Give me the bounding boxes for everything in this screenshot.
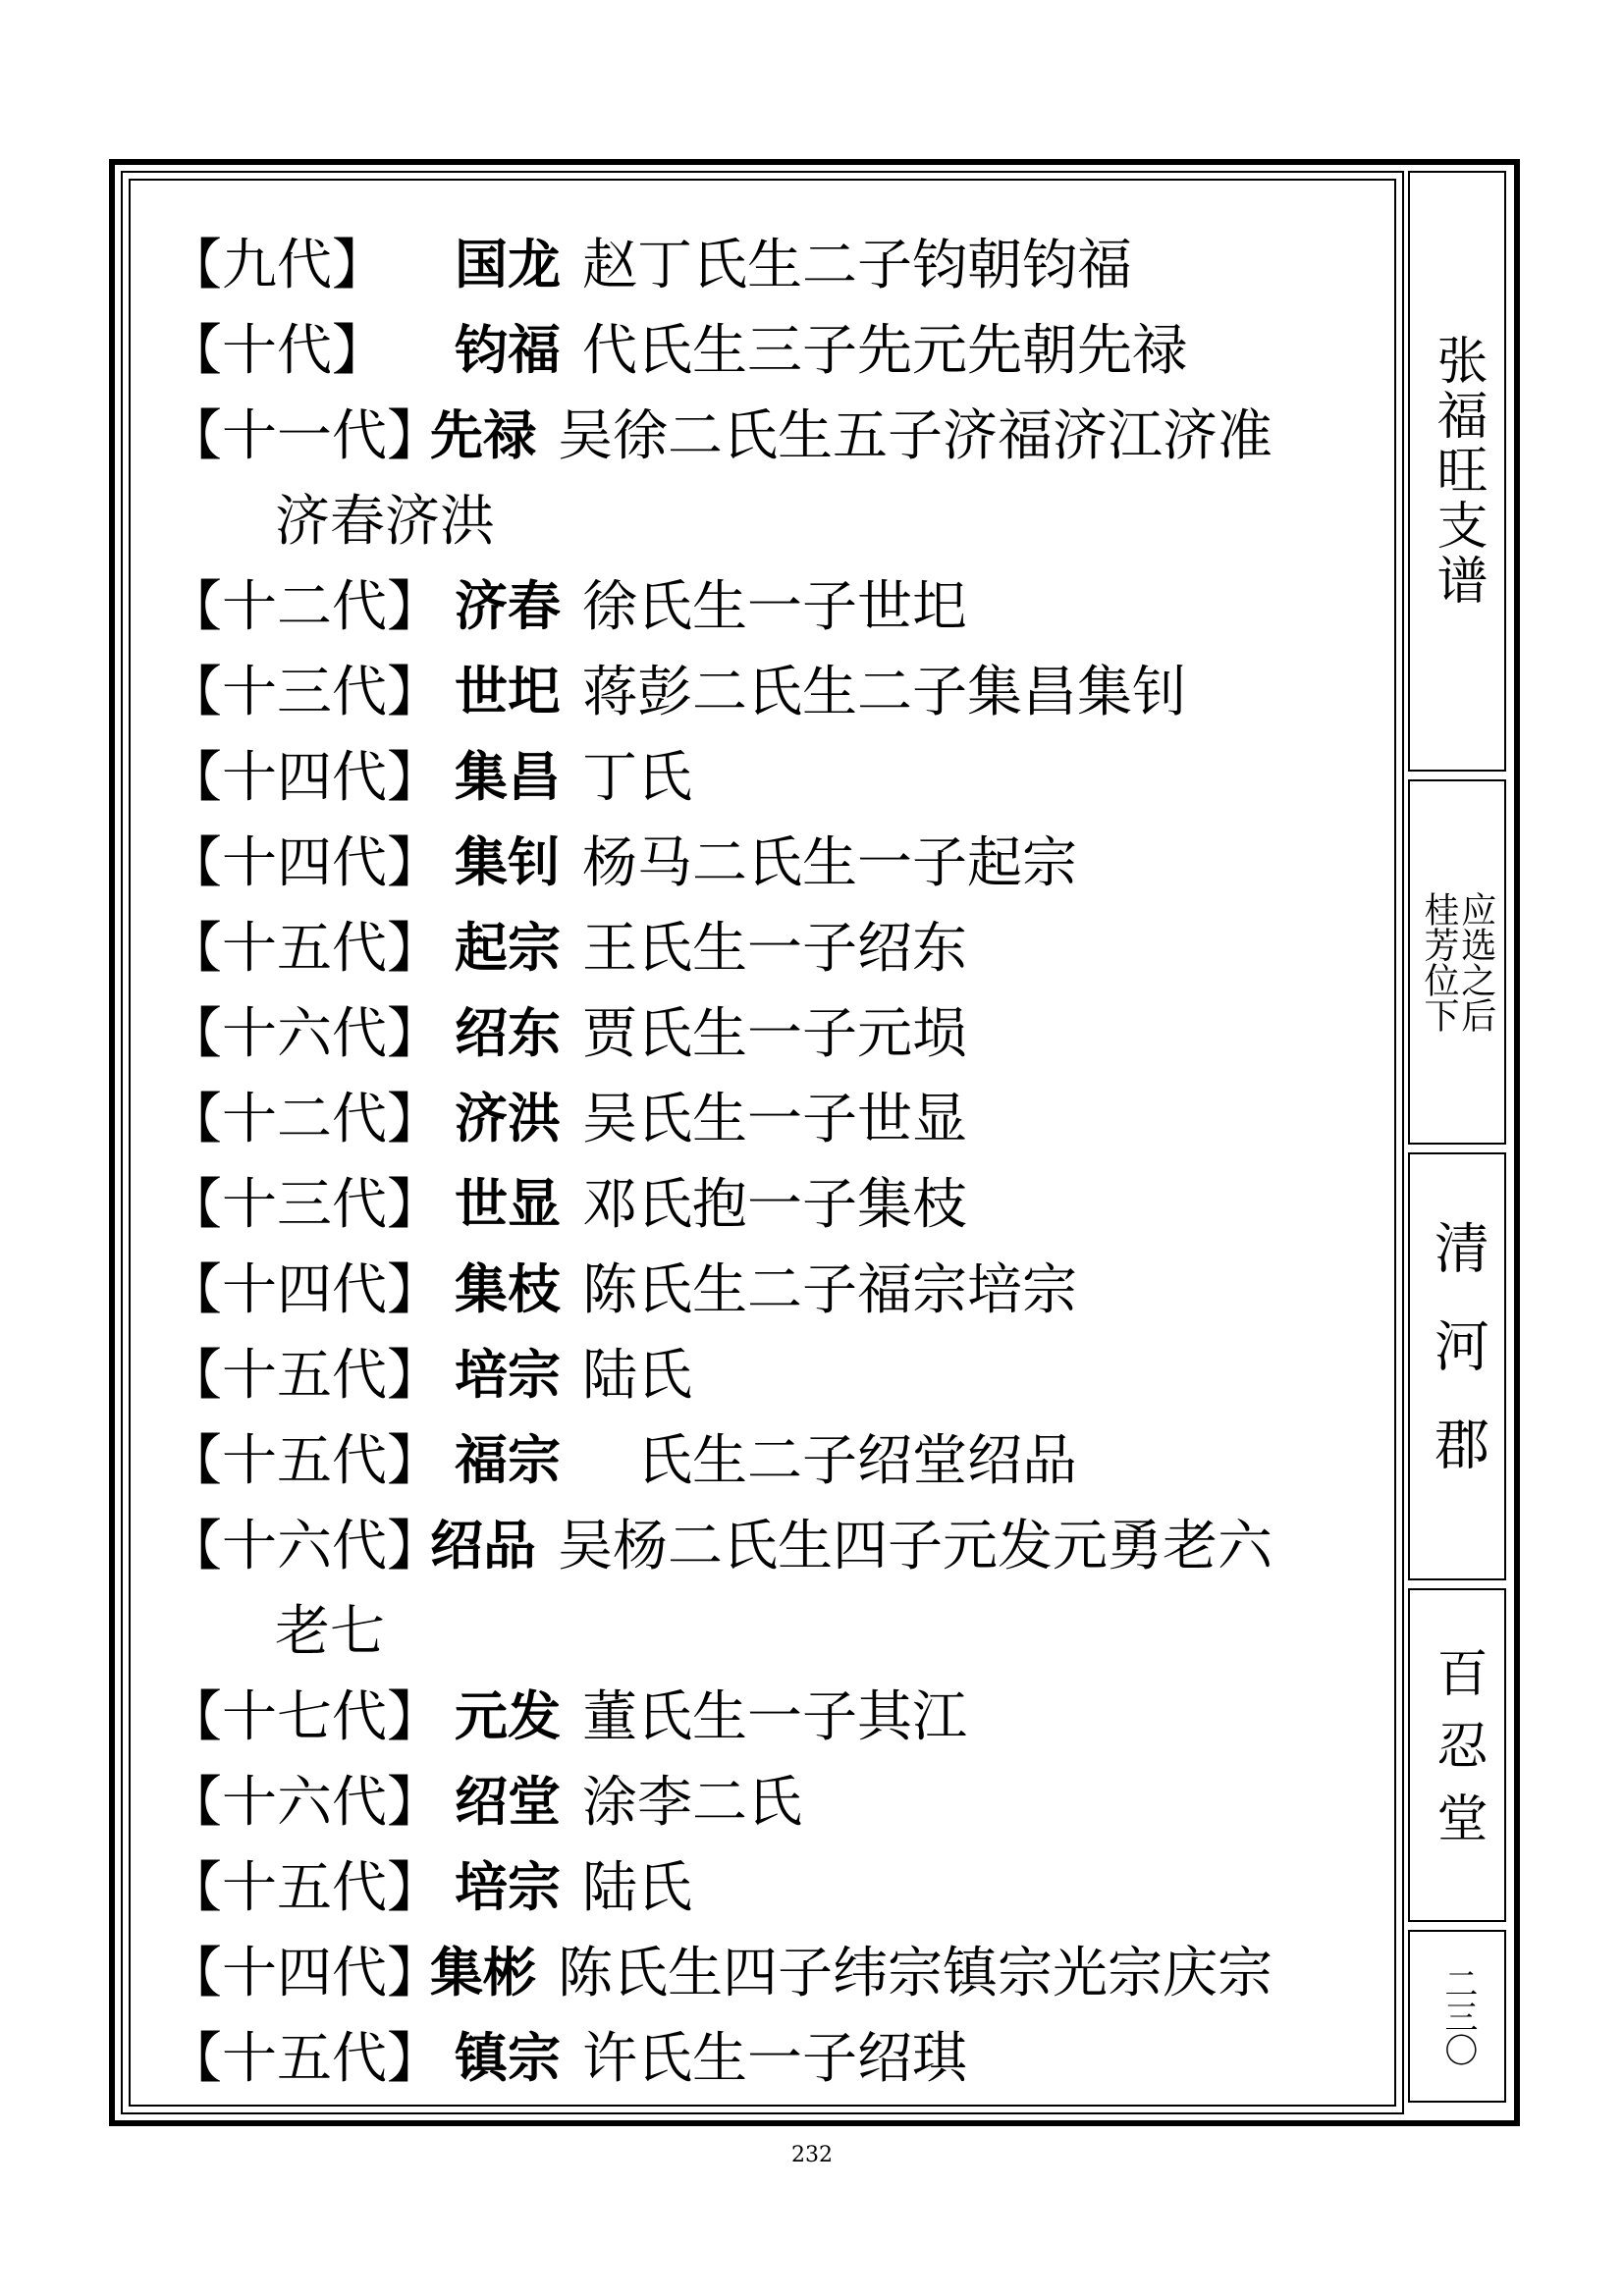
entry-description: 陆氏 xyxy=(582,1855,692,1920)
entry-description: 氏生二子绍堂绍品 xyxy=(582,1428,1077,1493)
genealogy-title: 张福旺支谱 xyxy=(1428,334,1487,609)
entry-continuation: 济春济洪 xyxy=(275,489,495,554)
lineage-note-box xyxy=(1408,779,1506,1145)
person-name: 培宗 xyxy=(455,1344,561,1406)
generation-label: 【十五代】 xyxy=(167,1855,442,1920)
generation-label: 【十三代】 xyxy=(167,660,442,724)
generation-label: 【十代】 xyxy=(167,318,387,383)
entry-row xyxy=(167,645,1384,730)
entry-row xyxy=(167,218,1384,303)
entry-description: 吴徐二氏生五子济福济江济准 xyxy=(558,403,1272,468)
entry-description: 陈氏生四子纬宗镇宗光宗庆宗 xyxy=(558,1941,1272,2005)
person-name: 绍东 xyxy=(455,1002,561,1064)
folio-box xyxy=(1408,1930,1506,2103)
generation-label: 【十四代】 xyxy=(167,1257,442,1322)
entry-description: 代氏生三子先元先朝先禄 xyxy=(582,318,1187,383)
entry-row xyxy=(167,1926,1384,2011)
entry-row xyxy=(167,901,1384,987)
lineage-note-right: 桂芳位下 xyxy=(1419,891,1459,1033)
generation-label: 【十五代】 xyxy=(167,2026,442,2091)
generation-label: 【九代】 xyxy=(167,233,387,297)
generation-label: 【十七代】 xyxy=(167,1684,442,1749)
entry-description: 董氏生一子其江 xyxy=(582,1684,967,1749)
generation-label: 【十五代】 xyxy=(167,1343,442,1408)
entry-description: 贾氏生一子元埙 xyxy=(582,1001,967,1066)
entry-row xyxy=(167,2011,1384,2097)
person-name: 世圯 xyxy=(455,661,561,722)
place-box xyxy=(1408,1152,1506,1580)
generation-label: 【十四代】 xyxy=(167,830,442,895)
entry-row xyxy=(167,730,1384,816)
entry-description: 邓氏抱一子集枝 xyxy=(582,1172,967,1237)
hall-name: 百忍堂 xyxy=(1428,1646,1487,1864)
entry-row xyxy=(167,1072,1384,1157)
entry-description: 徐氏生一子世圯 xyxy=(582,574,967,639)
entry-row xyxy=(167,816,1384,901)
entry-row xyxy=(167,987,1384,1072)
folio-number: 二三〇 xyxy=(1437,1966,1478,2066)
generation-label: 【十五代】 xyxy=(167,1428,442,1493)
entry-row xyxy=(167,1414,1384,1499)
entry-description: 许氏生一子绍琪 xyxy=(582,2026,967,2091)
person-name: 济洪 xyxy=(455,1088,561,1149)
person-name: 元发 xyxy=(455,1685,561,1747)
entry-description: 吴杨二氏生四子元发元勇老六 xyxy=(558,1514,1272,1578)
entry-description: 王氏生一子绍东 xyxy=(582,916,967,981)
page-number: 232 xyxy=(791,2143,833,2167)
entry-row xyxy=(167,1499,1384,1584)
entry-row xyxy=(167,303,1384,389)
margin-column xyxy=(1404,171,1512,2114)
entry-description: 杨马二氏生一子起宗 xyxy=(582,830,1077,895)
generation-label: 【十二代】 xyxy=(167,574,442,639)
generation-label: 【十一代】 xyxy=(167,403,442,468)
entry-row xyxy=(167,1670,1384,1755)
person-name: 国龙 xyxy=(455,234,561,295)
person-name: 培宗 xyxy=(455,1856,561,1918)
person-name: 绍品 xyxy=(430,1515,536,1576)
generation-label: 【十六代】 xyxy=(167,1770,442,1835)
entry-description: 赵丁氏生二子钧朝钧福 xyxy=(582,233,1132,297)
generation-label: 【十四代】 xyxy=(167,745,442,810)
entry-description: 丁氏 xyxy=(582,745,692,810)
entry-row xyxy=(167,560,1384,645)
person-name: 世显 xyxy=(455,1173,561,1235)
generation-label: 【十五代】 xyxy=(167,916,442,981)
generation-label: 【十三代】 xyxy=(167,1172,442,1237)
person-name: 钧福 xyxy=(455,319,561,381)
entry-row xyxy=(167,1841,1384,1926)
entry-continuation: 老七 xyxy=(275,1599,385,1664)
hall-box xyxy=(1408,1588,1506,1922)
person-name: 镇宗 xyxy=(455,2027,561,2089)
entry-description: 陆氏 xyxy=(582,1343,692,1408)
entry-description: 陈氏生二子福宗培宗 xyxy=(582,1257,1077,1322)
entry-description: 吴氏生一子世显 xyxy=(582,1087,967,1151)
generation-label: 【十六代】 xyxy=(167,1514,442,1578)
entry-row xyxy=(167,1157,1384,1243)
generation-label: 【十二代】 xyxy=(167,1087,442,1151)
person-name: 先禄 xyxy=(430,404,536,466)
generation-label: 【十六代】 xyxy=(167,1001,442,1066)
person-name: 集昌 xyxy=(455,746,561,808)
person-name: 济春 xyxy=(455,575,561,637)
clan-place-name: 清河郡 xyxy=(1426,1219,1489,1514)
genealogy-entries xyxy=(167,218,1384,2097)
entry-row xyxy=(167,1755,1384,1841)
person-name: 集枝 xyxy=(455,1258,561,1320)
entry-row xyxy=(167,389,1384,474)
lineage-note-left: 应选之后 xyxy=(1455,891,1496,1033)
person-name: 福宗 xyxy=(455,1429,561,1491)
title-box xyxy=(1408,171,1506,772)
person-name: 绍堂 xyxy=(455,1771,561,1833)
entry-row xyxy=(167,1328,1384,1414)
person-name: 起宗 xyxy=(455,917,561,979)
entry-description: 涂李二氏 xyxy=(582,1770,802,1835)
generation-label: 【十四代】 xyxy=(167,1941,442,2005)
entry-description: 蒋彭二氏生二子集昌集钊 xyxy=(582,660,1187,724)
person-name: 集彬 xyxy=(430,1942,536,2003)
entry-row xyxy=(167,1243,1384,1328)
person-name: 集钊 xyxy=(455,831,561,893)
